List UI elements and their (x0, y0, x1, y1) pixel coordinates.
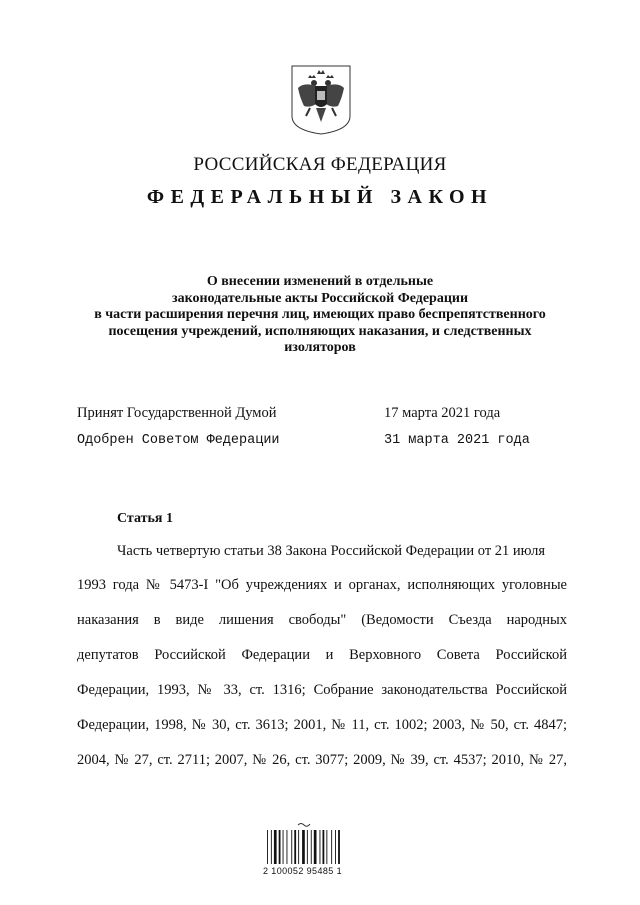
law-title-line: изоляторов (284, 340, 356, 355)
article-text-line: 2004, № 27, ст. 2711; 2007, № 26, ст. 3077; 2009, № 39, ст. 4537; 2010, № 27, (77, 752, 567, 768)
barcode-bar (335, 830, 336, 864)
barcode-bar (294, 830, 296, 864)
barcode-bar (298, 830, 299, 864)
barcode-bar (283, 830, 284, 864)
barcode-bar (291, 830, 292, 864)
barcode-bar (338, 830, 340, 864)
article-text-line: Федерации, 1998, № 30, ст. 3613; 2001, № 11, ст. 1002; 2003, № 50, ст. 4847; (77, 717, 567, 733)
duma-adoption-label: Принят Государственной Думой (77, 405, 277, 421)
barcode-number: 2 100052 95485 1 (263, 866, 342, 876)
article-heading: Статья 1 (117, 511, 173, 526)
duma-adoption-date: 17 марта 2021 года (384, 405, 501, 421)
article-text-line: депутатов Российской Федерации и Верховного Совета Российской (77, 647, 567, 663)
law-title-line: О внесении изменений в отдельные (206, 274, 434, 289)
barcode-bar (323, 830, 325, 864)
law-title (60, 274, 580, 357)
law-title-line: законодательные акты Российской Федерации (171, 290, 469, 306)
law-title-line: посещения учреждений, исполняющих наказания, и следственных (108, 323, 532, 339)
coat-of-arms-emblem (290, 64, 352, 136)
barcode-bar (326, 830, 327, 864)
article-text-line: Часть четвертую статьи 38 Закона Российской Федерации от 21 июля (117, 543, 546, 559)
law-type-heading: ФЕДЕРАЛЬНЫЙ ЗАКОН (146, 186, 494, 208)
barcode-bar (331, 830, 332, 864)
article-text-line: 1993 года № 5473-I "Об учреждениях и органах, исполняющих уголовные (77, 577, 567, 593)
country-name: РОССИЙСКАЯ ФЕДЕРАЦИЯ (193, 154, 447, 175)
barcode-bar (314, 830, 317, 864)
barcode-bar (320, 830, 321, 864)
barcode-bar (267, 830, 268, 864)
barcode-bar (311, 830, 312, 864)
barcode-bar (287, 830, 288, 864)
barcode-bar (307, 830, 308, 864)
council-approval-label: Одобрен Советом Федерации (77, 433, 280, 448)
council-approval-date: 31 марта 2021 года (384, 433, 530, 448)
article-text-line: наказания в виде лишения свободы" (Ведомости Съезда народных (77, 612, 567, 628)
law-title-line: в части расширения перечня лиц, имеющих право беспрепятственного (94, 307, 546, 322)
barcode-bar (279, 830, 281, 864)
article-text-line: Федерации, 1993, № 33, ст. 1316; Собрание законодательства Российской (77, 682, 567, 698)
barcode-bar (274, 830, 277, 864)
barcode-bar (302, 830, 305, 864)
barcode-bar (271, 830, 272, 864)
